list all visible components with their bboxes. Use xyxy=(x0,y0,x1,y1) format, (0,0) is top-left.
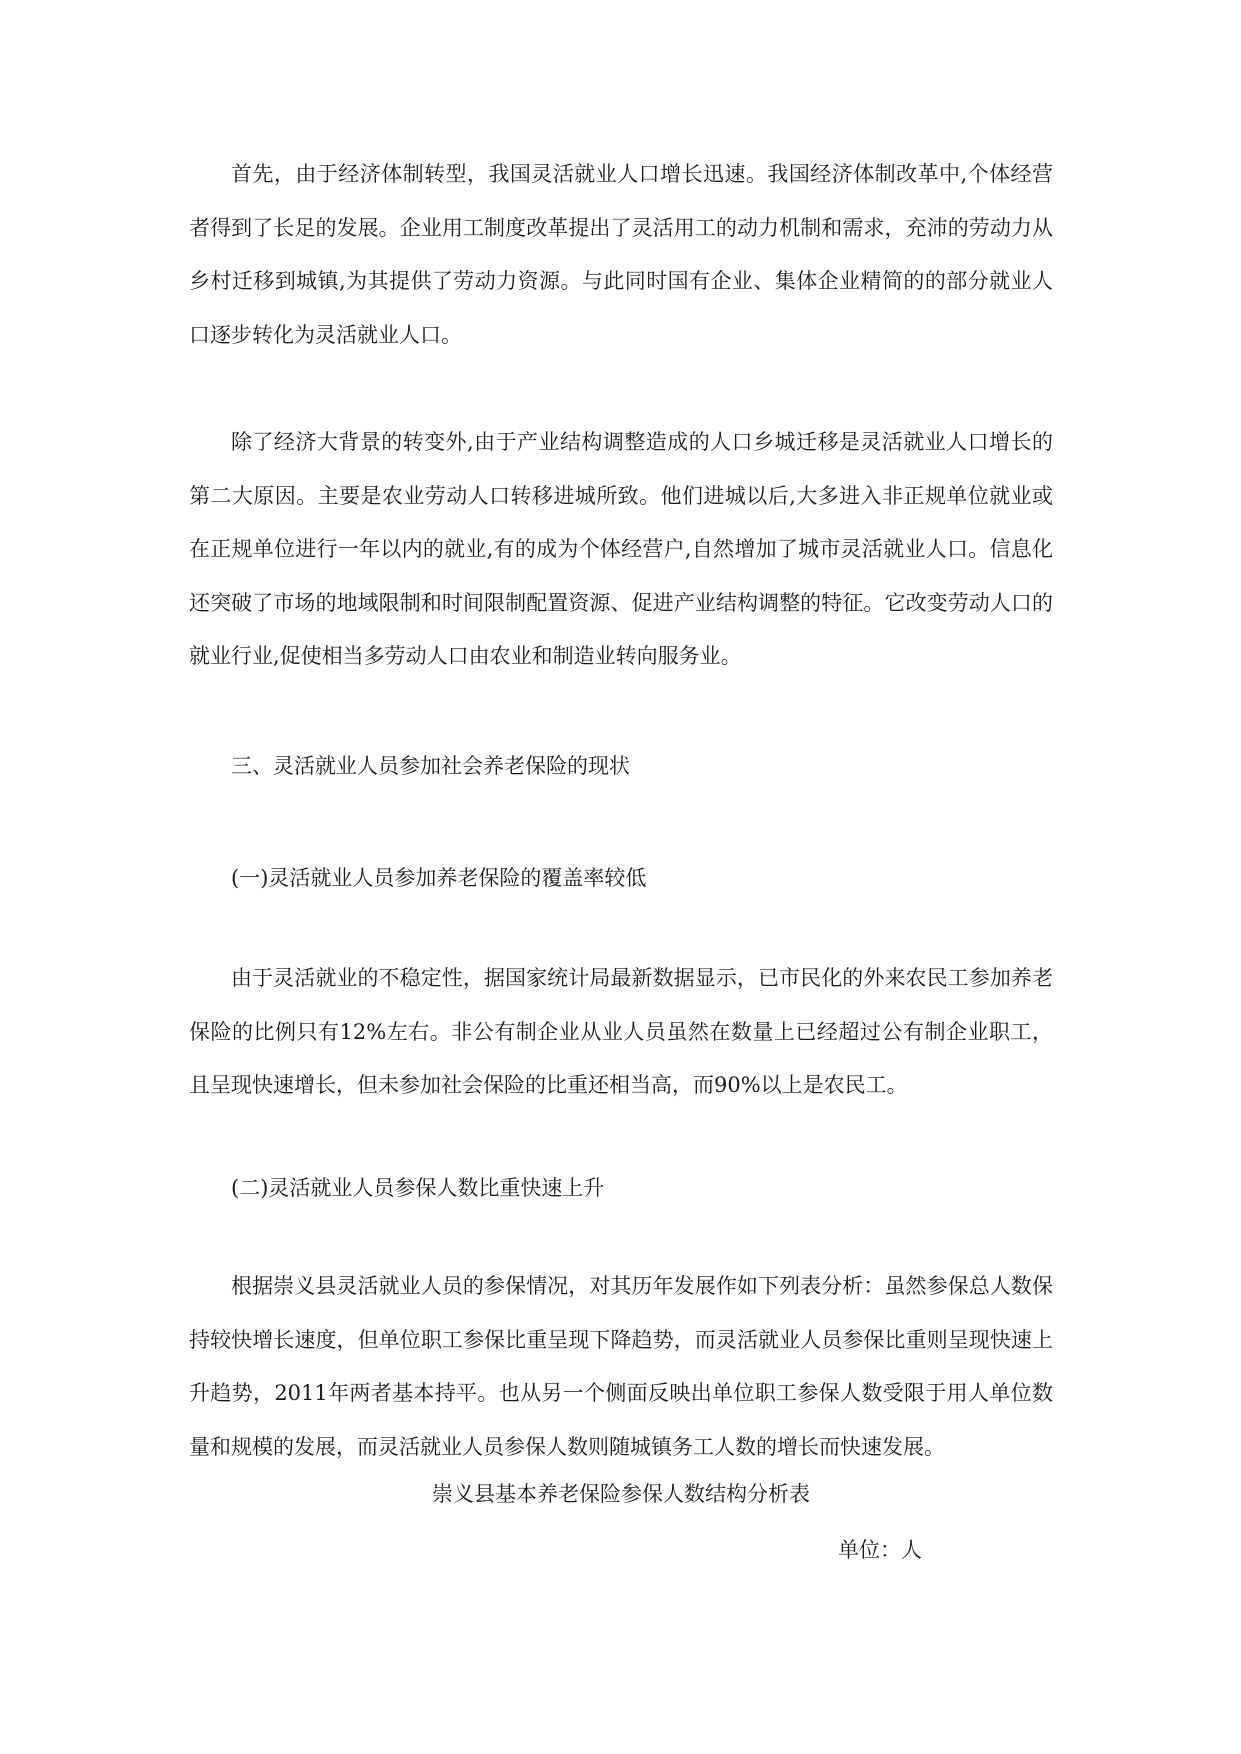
subsection-heading-low-coverage: (一)灵活就业人员参加养老保险的覆盖率较低 xyxy=(231,866,647,890)
paragraph-economic-transition: 首先，由于经济体制转型，我国灵活就业人口增长迅速。我国经济体制改革中,个体经营者得到了长足的发展。企业用工制度改革提出了灵活用工的动力机制和需求，充沛的劳动力从乡村迁移到城镇,为其提供了劳动力资源。与此同时国有企业、集体企业精简的的部分就业人口逐步转化为灵活就业人口。 xyxy=(189,162,1053,347)
table-title: 崇义县基本养老保险参保人数结构分析表 xyxy=(432,1482,810,1506)
paragraph-chongyi-analysis: 根据崇义县灵活就业人员的参保情况，对其历年发展作如下列表分析：虽然参保总人数保持较快增长速度，但单位职工参保比重呈现下降趋势，而灵活就业人员参保比重则呈现快速上升趋势，2011年两者基本持平。也从另一个侧面反映出单位职工参保人数受限于用人单位数量和规模的发展，而灵活就业人员参保人数则随城镇务工人数的增长而快速发展。 xyxy=(189,1274,1053,1459)
paragraph-coverage-statistics: 由于灵活就业的不稳定性，据国家统计局最新数据显示，已市民化的外来农民工参加养老保险的比例只有12%左右。非公有制企业从业人员虽然在数量上已经超过公有制企业职工，且呈现快速增长，但未参加社会保险的比重还相当高，而90%以上是农民工。 xyxy=(189,966,1053,1097)
section-heading-current-status: 三、灵活就业人员参加社会养老保险的现状 xyxy=(231,754,630,778)
subsection-heading-rising-share: (二)灵活就业人员参保人数比重快速上升 xyxy=(231,1176,605,1200)
table-unit-label: 单位：人 xyxy=(838,1538,922,1562)
paragraph-industrial-restructuring: 除了经济大背景的转变外,由于产业结构调整造成的人口乡城迁移是灵活就业人口增长的第二大原因。主要是农业劳动人口转移进城所致。他们进城以后,大多进入非正规单位就业或在正规单位进行一年以内的就业,有的成为个体经营户,自然增加了城市灵活就业人口。信息化还突破了市场的地域限制和时间限制配置资源、促进产业结构调整的特征。它改变劳动人口的就业行业,促使相当多劳动人口由农业和制造业转向服务业。 xyxy=(189,430,1053,668)
